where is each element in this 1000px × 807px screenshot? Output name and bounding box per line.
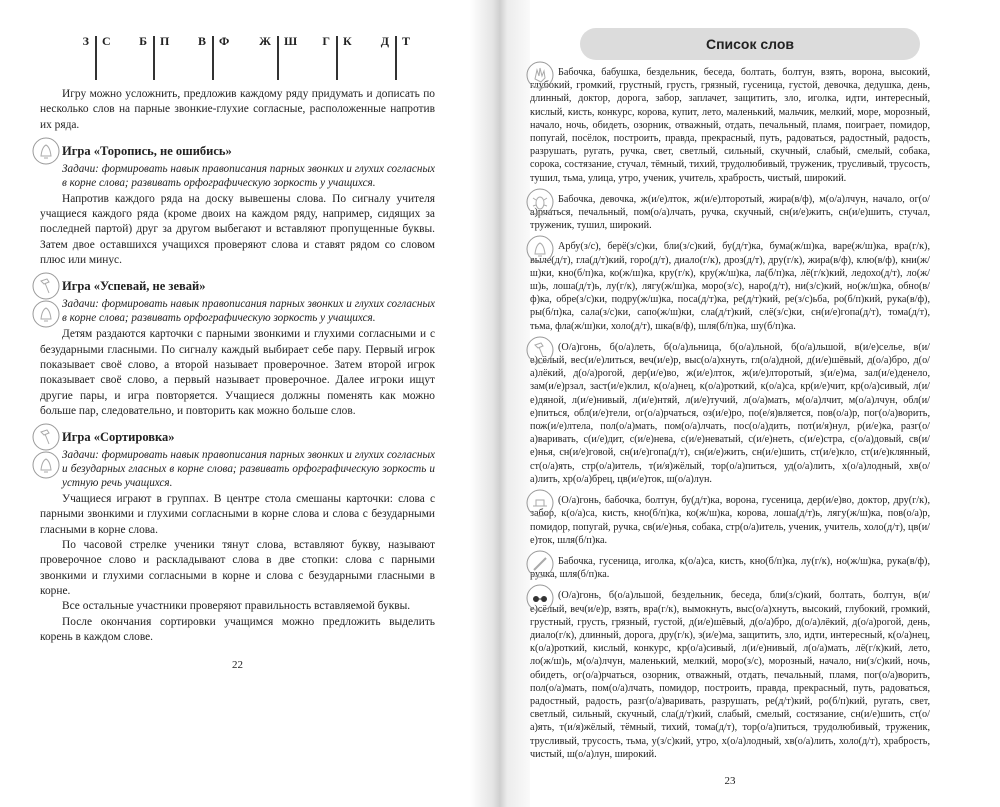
bell-icon (32, 300, 60, 328)
consonant-pair: Г К (307, 34, 367, 49)
game-title: Игра «Сортировка» (62, 430, 175, 445)
right-page (490, 0, 1000, 807)
brush-icon (526, 550, 554, 578)
bell-icon (32, 451, 60, 479)
word-list: Арбу(з/с), берё(з/с)ки, бли(з/с)кий, бу(д/т)ка, бума(ж/ш)ка, варе(ж/ш)ка, вра(г/к), выле(д/т), гла(д/т)кий, горо(д/т), диало(г/к), дроз(д/т), дру(г/к), жира(в/ф), клю(в/ф), кни(ж/ш)ки, кно(б/п)ка, ко(ж/ш)ка, кру(г/к), кру(ж/ш)ка, ла(б/п)ка, лё(г/к)кий, ледохо(д/т), ло(ж/ш)ь, лоша(д/т)ь, лу(г/к), лягу(ж/ш)ка, моро(з/с), наро(д/т), ни(з/с)кий, но(ж/ш)ка, обно(в/ф)ка, обре(з/с)ки, подру(ж/ш)ка, поса(д/т)ка, ре(д/т)кий, ре(з/с)ьба, ро(б/п)кий, рука(в/ф), ры(б/п)ка, сала(з/с)ки, сапо(ж/ш)ки, сла(д/т)кий, слё(з/с)ки, сн(и/е)гопа(д/т), тома(д/т), тьма, фла(ж/ш)ки, холо(д/т), шка(в/ф), шля(б/п)ка, шу(б/п)ка. (530, 241, 930, 332)
glasses-icon (526, 584, 554, 612)
game-body: Детям раздаются карточки с парными звонкими и глухими согласными и с безударными гласными. По сигналу каждый выбирает себе пару. Первый игрок показывает своё слово, а второй называет проверочное. Затем второй игрок показывает своё слово, а первый называет проверочное. Далее игроки ищут другие пары, и игра повторяется. Учащиеся должны поменять как можно больше пар, следовательно, и повторить как можно больше слов. (40, 328, 435, 417)
word-section (530, 555, 930, 581)
consonant-pairs (0, 0, 490, 90)
game-section (40, 429, 435, 645)
word-list: (О/а)гонь, бабочка, болтун, бу(д/т)ка, ворона, гусеница, дер(и/е)во, доктор, дру(г/к), забор, к(о/а)са, кисть, кно(б/п)ка, ко(ж/ш)ка, корова, лоша(д/т)ь, лягу(ж/ш)ка, пов(о/а)р, помидор, попугай, ручка, св(и/е)нья, собака, стр(о/а)итель, ученик, учитель, холо(д/т), цв(и/е)ток, шля(б/п)ка. (530, 495, 930, 546)
word-section (530, 240, 930, 332)
page-number: 23 (724, 774, 736, 787)
game-section (40, 143, 435, 268)
word-section (530, 494, 930, 547)
consonant-pair: Ж Ш (248, 34, 308, 49)
bell-icon (526, 235, 554, 263)
word-section (530, 589, 930, 761)
word-list: (О/а)гонь, б(о/а)льшой, бездельник, беседа, бли(з/с)кий, болтать, болтун, в(и/е)сёлый, веч(и/е)р, взять, вра(г/к), вымокнуть, выс(о/а)хнуть, высокий, глубокий, громкий, грустный, грусть, грязный, густой, д(и/е)шёвый, д(о/а)бро, д(о/а)лёкий, д(о/а)рогой, день, диало(г/к), длинный, дорога, дру(г/к), з(и/е)ма, защитить, зло, идти, интересный, к(о/а)нец, к(о/а)роткий, кислый, конкурс, кр(о/а)сивый, л(и/е)нивый, л(о/а)мать, лё(г/к)кий, лето, ло(ж/ш)ь, м(о/а)лчун, маленький, мелкий, моро(з/с), морозный, начало, ни(з/с)кий, ночь, обидеть, ог(о/а)рчаться, озорник, отважный, отдать, печальный, пламя, пог(о/а)ворить, пол(о/а)мать, пом(о/а)лчать, помидор, построить, правда, прекрасный, путь, радоваться, радостный, радость, разг(о/а)варивать, разрушать, ре(д/т)кий, ро(б/п)кий, ругать, свет, светлый, сильный, скучный, сла(д/т)кий, слабый, смелый, состязание, сн(и/е)шить, ст(о/а)ять, т(и/я)жёлый, тёмный, тихий, тома(д/т), тор(о/а)питься, трудолюбивый, труженик, трусливый, трусость, тьма, у(з/с)кий, утро, х(о/а)лодный, хв(о/а)лить, холо(д/т), храбрость, чистый, ш(о/а)лун, широкий. (530, 590, 930, 760)
game-body: Напротив каждого ряда на доску вывешены слова. По сигналу учителя учащиеся каждого ряда (кроме двоих на каждом ряду, например, сидящих за последней партой) друг за другом выбегают и вставляют пропущенные буквы. Затем двое оставшихся учащихся проверяют слова и ставят рядом со словом плюс или минус. (40, 192, 435, 267)
left-page (0, 0, 490, 807)
page-number: 22 (232, 659, 243, 672)
section-header: Список слов (580, 28, 920, 60)
consonant-pair: В Ф (183, 34, 243, 49)
game-section (40, 278, 435, 419)
consonant-pair: Д Т (366, 34, 426, 49)
game-task: Задачи: формировать навык правописания парных звонких и глухих согласных в корне слова; развивать орфографическую зоркость у учащихся. (62, 298, 435, 325)
word-section (530, 341, 930, 486)
game-title: Игра «Торопись, не ошибись» (62, 143, 232, 158)
game-body: Учащиеся играют в группах. В центре стола смешаны карточки: слова с парными звонкими и глухими согласными в корне слова и слова с безударными гласными в корне слова. По часовой стрелке ученики тянут слова, вставляют букву, называют проверочное слово и раскладывают слова в две стопки: слова с парными звонкими и глухими согласными в корне и слова с безударными гласными в корне. Все остальные участники проверяют правильность вставляемой буквы. После окончания сортировки учащимся можно предложить выделить корень в каждом слове. (40, 493, 435, 643)
game-task: Задачи: формировать навык правописания парных звонких и глухих согласных в корне слова; развивать орфографическую зоркость у учащихся. (62, 162, 435, 189)
game-task: Задачи: формировать навык правописания парных звонких и глухих согласных и безударных гласных в корне слова; развивать орфографическую зоркость и устную речь учащихся. (62, 449, 435, 490)
word-list: Бабочка, девочка, ж(и/е)лток, ж(и/е)лторотый, жира(в/ф), м(о/а)лчун, начало, ог(о/а)рчаться, печальный, пом(о/а)лчать, ручка, скучный, сн(и/е)жить, сн(и/е)шить, стучал, труженик, тушил, широкий. (530, 193, 930, 232)
word-list: Бабочка, бабушка, бездельник, беседа, болтать, болтун, взять, ворона, высокий, глубокий, громкий, грустный, грусть, грязный, гусеница, густой, девочка, дедушка, день, длинный, доктор, дорога, забор, заплачет, защитить, зло, иголка, идти, интересный, кислый, кисть, конкурс, корова, купит, лето, маленький, мальчик, мелкий, море, морозный, начало, ночь, обидеть, озорник, отважный, отдать, печальный, пламя, поиграет, помидор, попугай, посёлок, построить, правда, прекрасный, путь, радоваться, радостный, радость, разрушать, ругать, ручка, свет, светлый, сильный, скучный, слабый, смелый, собака, сорока, состязание, стучал, тёмный, тихий, трудолюбивый, труженик, трусливый, трусость, тушил, тьма, улица, утро, ученик, учитель, храбрость, чистый, широкий. (530, 67, 930, 184)
game-title: Игра «Успевай, не зевай» (62, 279, 206, 294)
word-list: (О/а)гонь, б(о/а)леть, б(о/а)льница, б(о/а)льной, б(о/а)льшой, в(и/е)селье, в(и/е)сёлый, вес(и/е)литься, веч(и/е)р, выс(о/а)хнуть, гл(о/а)дной, д(и/е)шёвый, д(о/а)бро, д(о/а)лёкий, д(о/а)рогой, дер(и/е)во, ж(и/е)лток, ж(и/е)лторотый, з(и/е)ма, зал(и/е)денело, зам(и/е)рзал, заст(и/е)клил, к(о/а)нец, к(о/а)роткий, к(о/а)са, кр(и/е)чит, кр(о/а)сивый, л(и/е)дяной, л(и/е)нивый, л(и/е)нтяй, л(и/е)тучий, л(о/а)мать, м(о/а)лчит, м(о/а)лчун, обл(и/е)питься, обл(и/е)тели, ог(о/а)рчаться, оз(и/е)ро, по(е/я)вляется, пов(о/а)р, пог(о/а)ворить, пож(и/е)лтела, пол(о/а)мать, пом(о/а)лчать, пос(о/а)дить, пот(и/я)нул, р(и/е)ка, разг(о/а)варивать, с(и/е)дит, с(и/е)нева, с(и/е)неватый, с(и/е)неть, с(и/е)стра, с(о/а)довый, св(и/е)нья, сн(и/е)говой, сн(и/е)гопа(д/т), сн(и/е)жить, сн(и/е)шить, ст(и/е)кло, ст(и/е)клянный, ст(о/а)ять, стр(о/а)итель, т(и/я)жёлый, тор(о/а)питься, уд(о/а)лить, х(о/а)лодный, хв(о/а)лить, хр(о/а)брец, цв(и/е)ток, ш(о/а)лун. (530, 341, 930, 485)
consonant-pair: З С (66, 34, 126, 49)
consonant-pair: Б П (124, 34, 184, 49)
word-section (530, 66, 930, 185)
hammer-icon (32, 423, 60, 451)
intro-paragraph: Игру можно усложнить, предложив каждому ряду придумать и дописать по несколько слов на парные звонкие-глухие согласные, расположенные напротив их ряда. (40, 88, 435, 131)
hammer-icon (32, 272, 60, 300)
hand-icon (526, 61, 554, 89)
word-section (530, 193, 930, 233)
bug-icon (526, 188, 554, 216)
bell-icon (32, 137, 60, 165)
hammer-icon (526, 336, 554, 364)
hat-icon (526, 489, 554, 517)
word-list: Бабочка, гусеница, иголка, к(о/а)са, кисть, кно(б/п)ка, лу(г/к), но(ж/ш)ка, рука(в/ф), ручка, шля(б/п)ка. (530, 555, 930, 581)
